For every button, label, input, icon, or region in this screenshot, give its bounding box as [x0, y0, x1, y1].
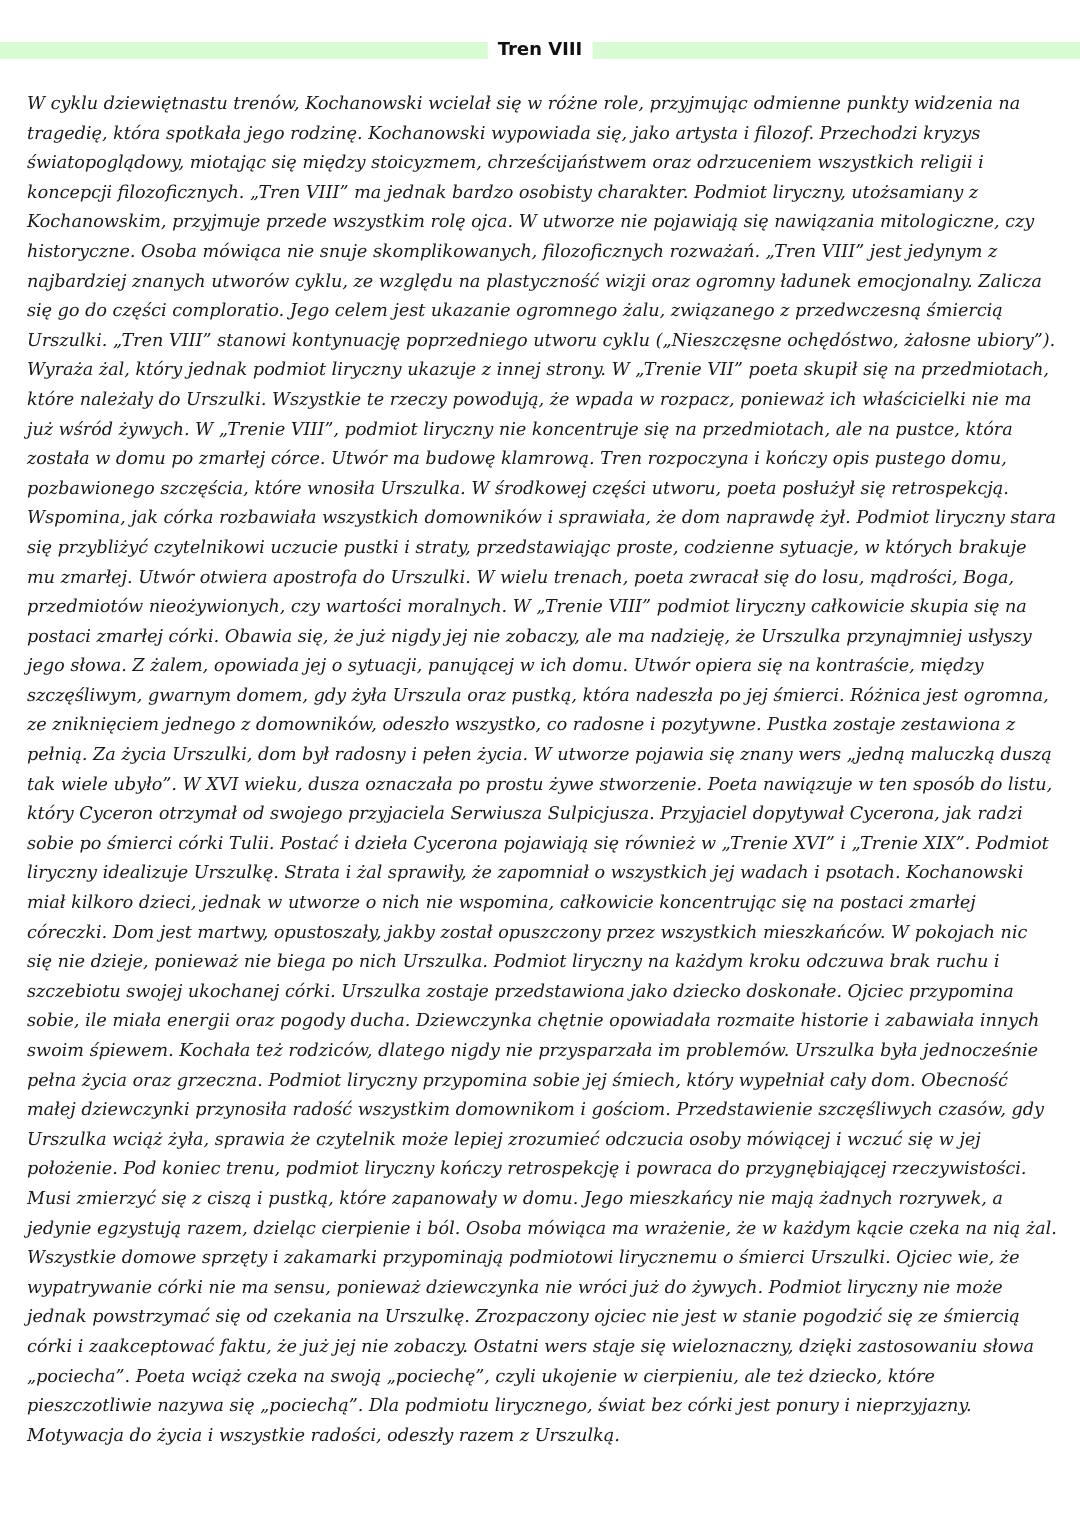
page-header: [0, 38, 1080, 62]
page-title: Tren VIII: [488, 38, 593, 62]
body-paragraph: W cyklu dziewiętnastu trenów, Kochanowski wcielał się w różne role, przyjmując odmienne punkty widzenia na tragedię, która spotkała jego rodzinę. Kochanowski wypowiada się, jako artysta i filozof. Przechodzi kryzys światopoglądowy, miotając się między stoicyzmem, chrześcijaństwem oraz odrzuceniem wszystkich religii i koncepcji filozoficznych. „Tren VIII” ma jednak bardzo osobisty charakter. Podmiot liryczny, utożsamiany z Kochanowskim, przyjmuje przede wszystkim rolę ojca. W utworze nie pojawiają się nawiązania mitologiczne, czy historyczne. Osoba mówiąca nie snuje skomplikowanych, filozoficznych rozważań. „Tren VIII” jest jedynym z najbardziej znanych utworów cyklu, ze względu na plastyczność wizji oraz ogromny ładunek emocjonalny. Zalicza się go do części comploratio. Jego celem jest ukazanie ogromnego żalu, związanego z przedwczesną śmiercią Urszulki. „Tren VIII” stanowi kontynuację poprzedniego utworu cyklu („Nieszczęsne ochędóstwo, żałosne ubiory”). Wyraża żal, który jednak podmiot liryczny ukazuje z innej strony. W „Trenie VII” poeta skupił się na przedmiotach, które należały do Urszulki. Wszystkie te rzeczy powodują, że wpada w rozpacz, ponieważ ich właścicielki nie ma już wśród żywych. W „Trenie VIII”, podmiot liryczny nie koncentruje się na przedmiotach, ale na pustce, która została w domu po zmarłej córce. Utwór ma budowę klamrową. Tren rozpoczyna i kończy opis pustego domu, pozbawionego szczęścia, które wnosiła Urszulka. W środkowej części utworu, poeta posłużył się retrospekcją. Wspomina, jak córka rozbawiała wszystkich domowników i sprawiała, że dom naprawdę żył. Podmiot liryczny stara się przybliżyć czytelnikowi uczucie pustki i straty, przedstawiając proste, codzienne sytuacje, w których brakuje mu zmarłej. Utwór otwiera apostrofa do Urszulki. W wielu trenach, poeta zwracał się do losu, mądrości, Boga, przedmiotów nieożywionych, czy wartości moralnych. W „Trenie VIII” podmiot liryczny całkowicie skupia się na postaci zmarłej córki. Obawia się, że już nigdy jej nie zobaczy, ale ma nadzieję, że Urszulka przynajmniej usłyszy jego słowa. Z żalem, opowiada jej o sytuacji, panującej w ich domu. Utwór opiera się na kontraście, między szczęśliwym, gwarnym domem, gdy żyła Urszula oraz pustką, która nadeszła po jej śmierci. Różnica jest ogromna, ze zniknięciem jednego z domowników, odeszło wszystko, co radosne i pozytywne. Pustka zostaje zestawiona z pełnią. Za życia Urszulki, dom był radosny i pełen życia. W utworze pojawia się znany wers „jedną maluczką duszą tak wiele ubyło”. W XVI wieku, dusza oznaczała po prostu żywe stworzenie. Poeta nawiązuje w ten sposób do listu, który Cyceron otrzymał od swojego przyjaciela Serwiusza Sulpicjusza. Przyjaciel dopytywał Cycerona, jak radzi sobie po śmierci córki Tulii. Postać i dzieła Cycerona pojawiają się również w „Trenie XVI” i „Trenie XIX”. Podmiot liryczny idealizuje Urszulkę. Strata i żal sprawiły, że zapomniał o wszystkich jej wadach i psotach. Kochanowski miał kilkoro dzieci, jednak w utworze o nich nie wspomina, całkowicie koncentrując się na postaci zmarłej córeczki. Dom jest martwy, opustoszały, jakby został opuszczony przez wszystkich mieszkańców. W pokojach nic się nie dzieje, ponieważ nie biega po nich Urszulka. Podmiot liryczny na każdym kroku odczuwa brak ruchu i szczebiotu swojej ukochanej córki. Urszulka zostaje przedstawiona jako dziecko doskonałe. Ojciec przypomina sobie, ile miała energii oraz pogody ducha. Dziewczynka chętnie opowiadała rozmaite historie i zabawiała innych swoim śpiewem. Kochała też rodziców, dlatego nigdy nie przysparzała im problemów. Urszulka była jednocześnie pełna życia oraz grzeczna. Podmiot liryczny przypomina sobie jej śmiech, który wypełniał cały dom. Obecność małej dziewczynki przynosiła radość wszystkim domownikom i gościom. Przedstawienie szczęśliwych czasów, gdy Urszulka wciąż żyła, sprawia że czytelnik może lepiej zrozumieć odczucia osoby mówiącej i wczuć się w jej położenie. Pod koniec trenu, podmiot liryczny kończy retrospekcję i powraca do przygnębiającej rzeczywistości. Musi zmierzyć się z ciszą i pustką, które zapanowały w domu. Jego mieszkańcy nie mają żadnych rozrywek, a jedynie egzystują razem, dzieląc cierpienie i ból. Osoba mówiąca ma wrażenie, że w każdym kącie czeka na nią żal. Wszystkie domowe sprzęty i zakamarki przypominają podmiotowi lirycznemu o śmierci Urszulki. Ojciec wie, że wypatrywanie córki nie ma sensu, ponieważ dziewczynka nie wróci już do żywych. Podmiot liryczny nie może jednak powstrzymać się od czekania na Urszulkę. Zrozpaczony ojciec nie jest w stanie pogodzić się ze śmiercią córki i zaakceptować faktu, że już jej nie zobaczy. Ostatni wers staje się wieloznaczny, dzięki zastosowaniu słowa „pociecha”. Poeta wciąż czeka na swoją „pociechę”, czyli ukojenie w cierpieniu, ale też dziecko, które pieszczotliwie nazywa się „pociechą”. Dla podmiotu lirycznego, świat bez córki jest ponury i nieprzyjazny. Motywacja do życia i wszystkie radości, odeszły razem z Urszulką.: [27, 94, 1057, 1446]
